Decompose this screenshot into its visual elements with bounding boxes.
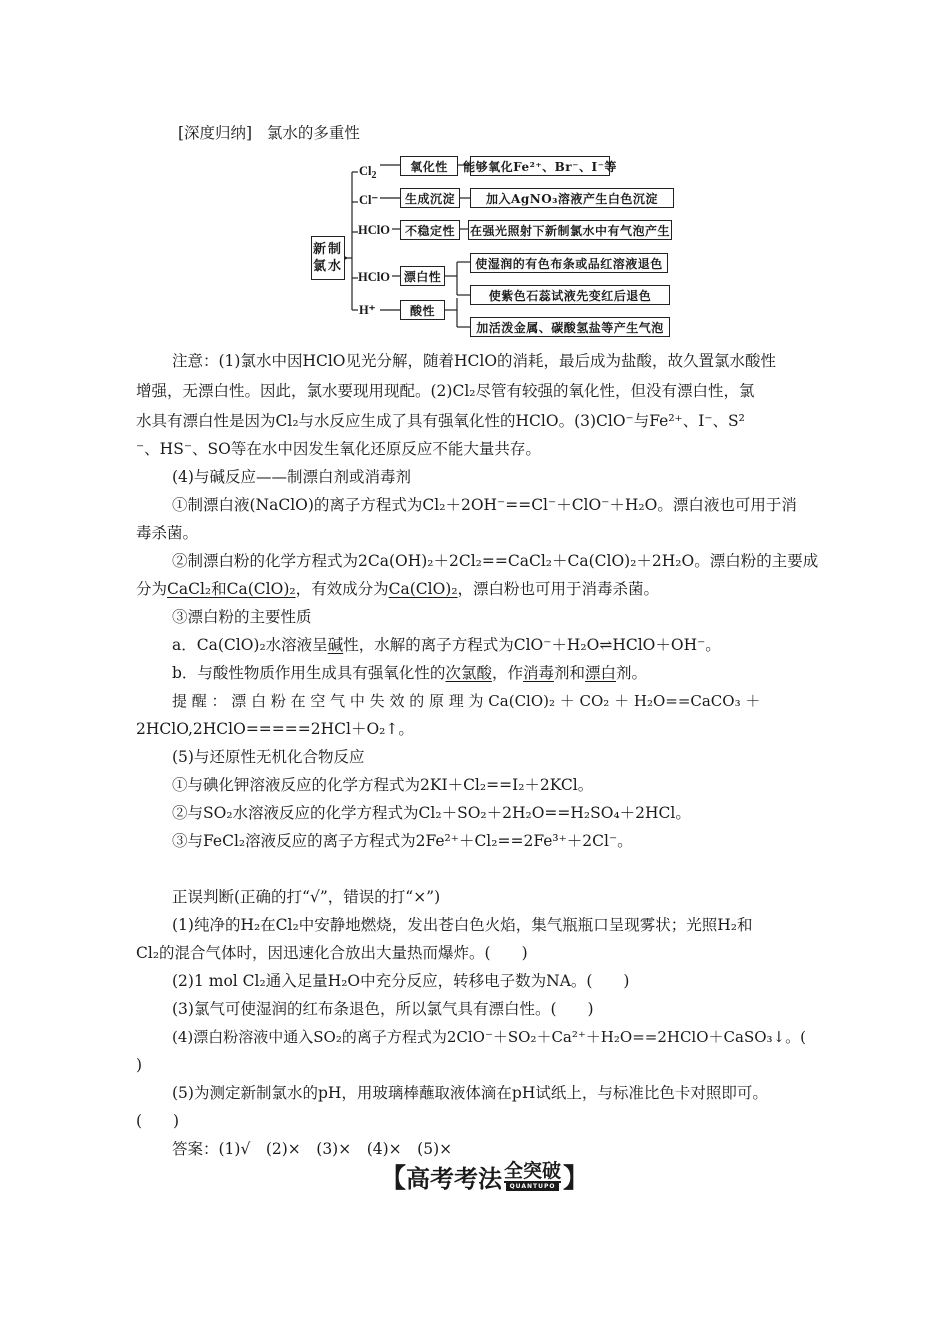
property-box-precipitate: 生成沉淀 bbox=[400, 188, 460, 208]
section-alkali: (4)与碱反应——制漂白剂或消毒剂 bbox=[172, 468, 411, 486]
reaction-fecl2: ③与FeCl₂溶液反应的离子方程式为2Fe²⁺＋Cl₂==2Fe³⁺＋2Cl⁻。 bbox=[172, 832, 633, 850]
powder-properties-heading: ③漂白粉的主要性质 bbox=[172, 608, 312, 626]
note-line-2: 增强，无漂白性。因此，氯水要现用现配。(2)Cl₂尽管有较强的氧化性，但没有漂白性，氯 bbox=[136, 382, 755, 400]
note-line-1: 注意：(1)氯水中因HClO见光分解，随着HClO的消耗，最后成为盐酸，故久置氯水酸性 bbox=[172, 352, 777, 370]
species-hydrogen-ion: H⁺ bbox=[359, 303, 376, 317]
species-hclo-1: HClO bbox=[358, 223, 390, 237]
banner-title: 高考考法 bbox=[406, 1164, 503, 1193]
effect-box-oxidize: 能够氧化Fe²⁺、Br⁻、I⁻等 bbox=[470, 156, 610, 176]
bleach-liquid-line-1: ①制漂白液(NaClO)的离子方程式为Cl₂＋2OH⁻==Cl⁻＋ClO⁻＋H₂O。漂白液也可用于消 bbox=[172, 496, 797, 514]
judgement-4-line-1: (4)漂白粉溶液中通入SO₂的离子方程式为2ClO⁻＋SO₂＋Ca²⁺＋H₂O==2HClO＋CaSO₃↓。( bbox=[172, 1028, 806, 1046]
judgement-5-line-1: (5)为测定新制氯水的pH，用玻璃棒蘸取液体滴在pH试纸上，与标准比色卡对照即可。 bbox=[172, 1084, 768, 1102]
answer-bleach: 漂白 bbox=[585, 664, 617, 682]
answer-disinfect: 消毒 bbox=[522, 664, 554, 682]
answers-line: 答案：(1)√ (2)× (3)× (4)× (5)× bbox=[172, 1140, 453, 1158]
banner-seal-pinyin: QUANTUPO bbox=[506, 1183, 560, 1191]
banner-left-bracket: 【 bbox=[380, 1163, 407, 1194]
property-box-oxidizing: 氧化性 bbox=[400, 156, 458, 176]
powder-property-a: a．Ca(ClO)₂水溶液呈碱性，水解的离子方程式为ClO⁻＋H₂O⇌HClO＋OH⁻。 bbox=[172, 636, 721, 654]
heading-tag: [深度归纳] bbox=[178, 124, 253, 142]
effect-box-litmus: 使紫色石蕊试液先变红后退色 bbox=[470, 285, 670, 305]
heading-title: 氯水的多重性 bbox=[266, 124, 360, 142]
answer-basic: 碱 bbox=[327, 636, 344, 654]
bleach-powder-line-1: ②制漂白粉的化学方程式为2Ca(OH)₂＋2Cl₂==CaCl₂＋Ca(ClO)₂＋2H₂O。漂白粉的主要成 bbox=[172, 552, 819, 570]
powder-property-b: b．与酸性物质作用生成具有强氧化性的次氯酸，作消毒剂和漂白剂。 bbox=[172, 664, 648, 682]
answer-effective-component: Ca(ClO)₂ bbox=[388, 580, 458, 598]
root-label-line-2: 氯水 bbox=[312, 259, 343, 274]
answer-hypochlorous: 次氯酸 bbox=[445, 664, 492, 682]
banner-right-bracket: 】 bbox=[563, 1163, 590, 1194]
judgement-4-line-2: ) bbox=[136, 1056, 143, 1074]
judgement-1-line-2: Cl₂的混合气体时，因迅速化合放出大量热而爆炸。( ) bbox=[136, 944, 528, 962]
section-reducing: (5)与还原性无机化合物反应 bbox=[172, 748, 365, 766]
judgement-3: (3)氯气可使湿润的红布条退色，所以氯气具有漂白性。( ) bbox=[172, 1000, 594, 1018]
effect-box-bubbles: 加活泼金属、碳酸氢盐等产生气泡 bbox=[470, 317, 670, 337]
effect-box-light: 在强光照射下新制氯水中有气泡产生 bbox=[468, 220, 672, 240]
root-box bbox=[311, 236, 345, 280]
banner-seal-text: 全突破 bbox=[504, 1160, 562, 1182]
judgement-2: (2)1 mol Cl₂通入足量H₂O中充分反应，转移电子数为NA。( ) bbox=[172, 972, 630, 990]
bleach-liquid-line-2: 毒杀菌。 bbox=[136, 524, 199, 542]
reminder-line-2: 2HClO,2HClO=====2HCl＋O₂↑。 bbox=[136, 720, 414, 738]
property-box-acidic: 酸性 bbox=[400, 300, 445, 320]
chlorine-water-diagram bbox=[0, 140, 950, 340]
answer-main-components: CaCl₂和Ca(ClO)₂ bbox=[167, 580, 296, 598]
reminder-line-1: 提 醒 ： 漂 白 粉 在 空 气 中 失 效 的 原 理 为 Ca(ClO)₂ ＋ CO₂ ＋ H₂O==CaCO₃ ＋ bbox=[172, 692, 761, 710]
note-line-4: ⁻、HS⁻、SO等在水中因发生氧化还原反应不能大量共存。 bbox=[136, 440, 541, 458]
reaction-ki: ①与碘化钾溶液反应的化学方程式为2KI＋Cl₂==I₂＋2KCl。 bbox=[172, 776, 594, 794]
judgement-heading: 正误判断(正确的打“√”，错误的打“×”) bbox=[172, 888, 441, 906]
species-hclo-2: HClO bbox=[358, 270, 390, 284]
effect-box-agno3: 加入AgNO₃溶液产生白色沉淀 bbox=[470, 188, 674, 208]
banner-seal bbox=[504, 1161, 561, 1191]
section-banner bbox=[380, 1160, 589, 1192]
species-chloride: Cl⁻ bbox=[359, 193, 379, 207]
property-box-bleaching: 漂白性 bbox=[400, 266, 445, 286]
judgement-1-line-1: (1)纯净的H₂在Cl₂中安静地燃烧，发出苍白色火焰，集气瓶瓶口呈现雾状；光照H₂和 bbox=[172, 916, 753, 934]
effect-box-fade: 使湿润的有色布条或品红溶液退色 bbox=[470, 253, 668, 273]
species-cl2: $Cl_2$ bbox=[359, 164, 377, 181]
property-box-unstable: 不稳定性 bbox=[400, 220, 460, 240]
judgement-5-line-2: ( ) bbox=[136, 1112, 180, 1130]
note-line-3: 水具有漂白性是因为Cl₂与水反应生成了具有强氧化性的HClO。(3)ClO⁻与Fe²⁺、I⁻、S² bbox=[136, 412, 745, 430]
bleach-powder-line-2: 分为CaCl₂和Ca(ClO)₂，有效成分为Ca(ClO)₂，漂白粉也可用于消毒杀菌。 bbox=[136, 580, 660, 598]
root-label-line-1: 新制 bbox=[312, 242, 343, 257]
reaction-so2: ②与SO₂水溶液反应的化学方程式为Cl₂＋SO₂＋2H₂O==H₂SO₄＋2HCl。 bbox=[172, 804, 691, 822]
